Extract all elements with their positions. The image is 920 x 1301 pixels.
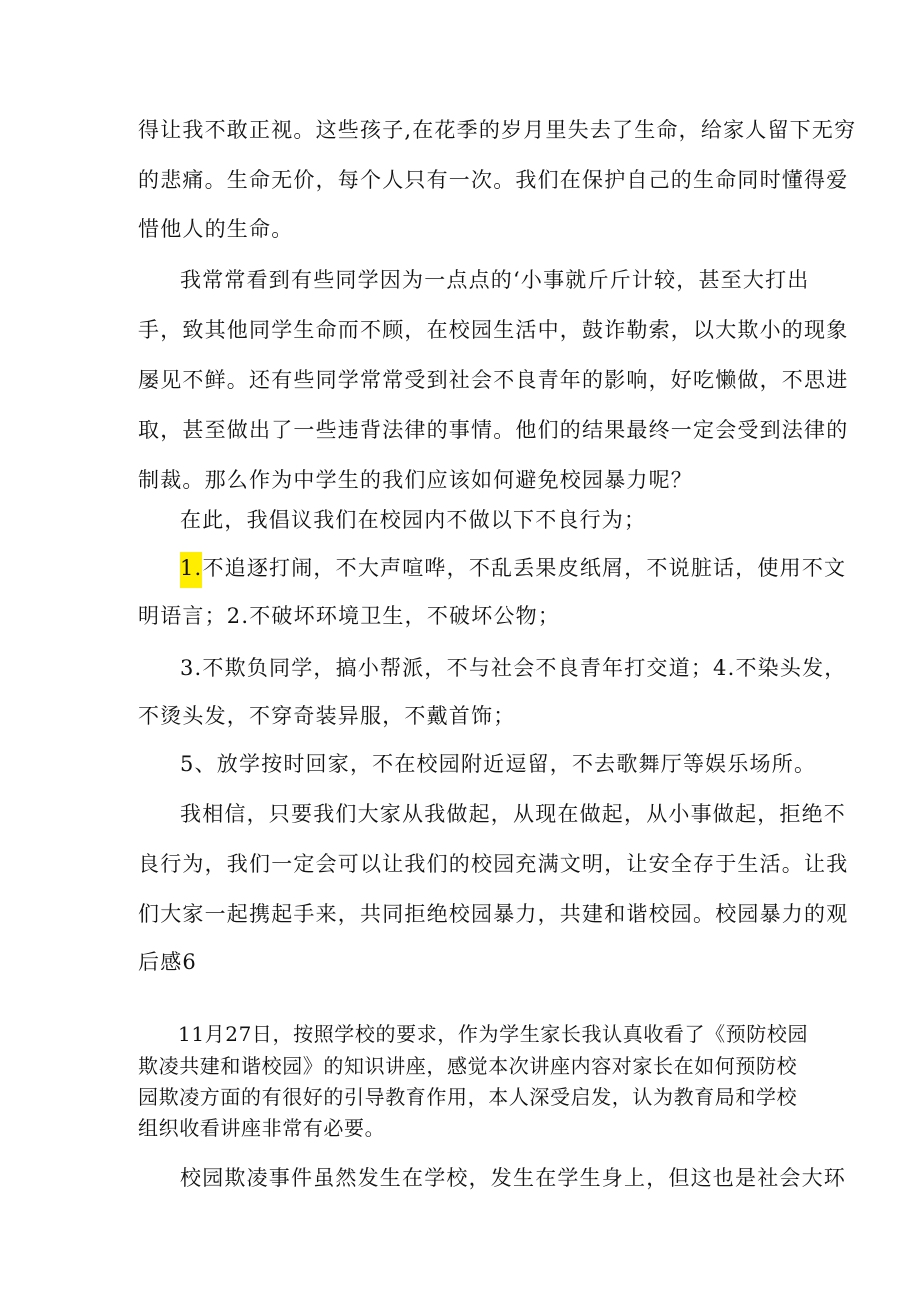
text-line: 得让我不敢正视。这些孩子,在花季的岁月里失去了生命，给家人留下无穷 bbox=[138, 118, 857, 142]
text-line: 我相信，只要我们大家从我做起，从现在做起，从小事做起，拒绝不 bbox=[180, 802, 846, 826]
text-line: 不追逐打闹，不大声喧哗，不乱丢果皮纸屑，不说脏话，使用不文 bbox=[202, 556, 847, 580]
text-line: 园欺凌方面的有很好的引导教育作用，本人深受启发，认为教育局和学校 bbox=[138, 1085, 798, 1109]
list-item bbox=[180, 553, 846, 583]
text-line: 惜他人的生命。 bbox=[138, 217, 294, 241]
text-line: 良行为，我们一定会可以让我们的校园充满文明，让安全存于生活。让我 bbox=[138, 852, 849, 876]
text-line: 欺凌共建和谐校园》的知识讲座，感觉本次讲座内容对家长在如何预防校 bbox=[138, 1054, 798, 1078]
text-line: 5、放学按时回家，不在校园附近逗留，不去歌舞厅等娱乐场所。 bbox=[180, 752, 817, 776]
text-line: 制裁。那么作为中学生的我们应该如何避免校园暴力呢？ bbox=[138, 468, 693, 492]
text-line: 后感6 bbox=[138, 950, 197, 974]
text-line: 不烫头发，不穿奇装异服，不戴首饰； bbox=[138, 704, 516, 728]
text-line: 的悲痛。生命无价，每个人只有一次。我们在保护自己的生命同时懂得爱 bbox=[138, 168, 849, 192]
text-line: 在此，我倡议我们在校园内不做以下不良行为； bbox=[180, 508, 647, 532]
text-line: 取，甚至做出了一些违背法律的事情。他们的结果最终一定会受到法律的 bbox=[138, 418, 849, 442]
text-line: 校园欺凌事件虽然发生在学校，发生在学生身上，但这也是社会大环 bbox=[180, 1166, 846, 1190]
highlight-marker: 1. bbox=[180, 552, 202, 588]
text-line: 组织收看讲座非常有必要。 bbox=[138, 1116, 386, 1140]
text-line: 我常常看到有些同学因为一点点的‘小事就斤斤计较，甚至大打出 bbox=[180, 268, 810, 292]
text-line: 屡见不鲜。还有些同学常常受到社会不良青年的影响，好吃懒做，不思进 bbox=[138, 368, 849, 392]
text-line: 11月27日，按照学校的要求，作为学生家长我认真收看了《预防校园 bbox=[178, 1022, 809, 1046]
text-line: 手，致其他同学生命而不顾，在校园生活中，鼓诈勒索，以大欺小的现象 bbox=[138, 318, 849, 342]
text-line: 们大家一起携起手来，共同拒绝校园暴力，共建和谐校园。校园暴力的观 bbox=[138, 902, 849, 926]
text-line: 明语言；2.不破坏环境卫生，不破坏公物； bbox=[138, 604, 561, 628]
text-line: 3.不欺负同学，搞小帮派，不与社会不良青年打交道；4.不染头发， bbox=[180, 656, 847, 680]
